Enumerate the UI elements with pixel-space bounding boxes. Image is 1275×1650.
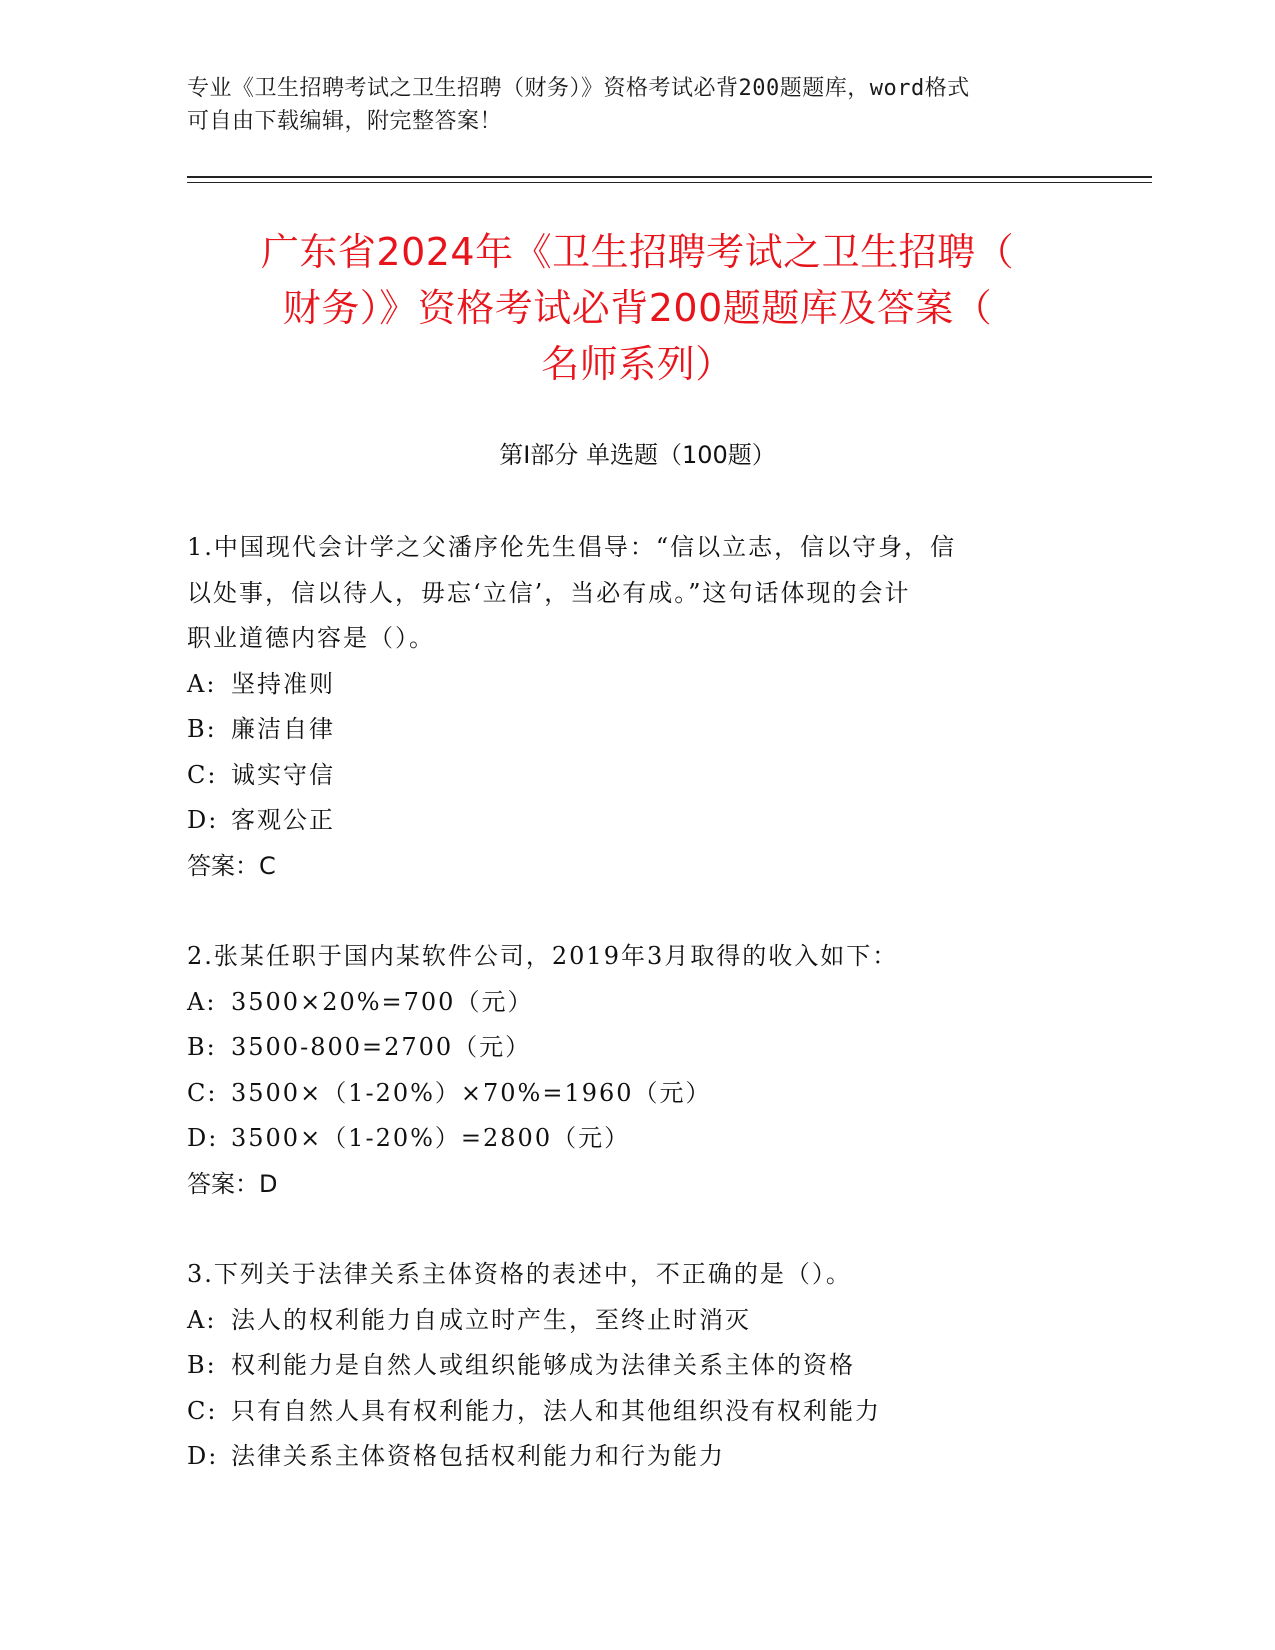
- option-a: [187, 980, 1067, 1026]
- option-d: [187, 1116, 1067, 1162]
- header-note-line: 可自由下载编辑，附完整答案！: [187, 109, 503, 134]
- header-note-line: 专业《卫生招聘考试之卫生招聘（财务）》资格考试必背200题题库，word格式: [187, 76, 970, 101]
- option-b: [187, 1343, 1067, 1389]
- document-title: [150, 224, 1125, 392]
- document-title-line: 名师系列）: [541, 342, 734, 386]
- option-letter: B:: [187, 715, 217, 743]
- option-text: 廉洁自律: [231, 715, 335, 743]
- option-letter: D:: [187, 806, 219, 834]
- option-a: [187, 662, 1067, 708]
- answer-text: 答案：C: [187, 851, 276, 880]
- question-list: [187, 525, 1067, 1525]
- question-text: 以处事，信以待人，毋忘‘立信’，当必有成。”这句话体现的会计: [187, 578, 911, 607]
- option-letter: A:: [187, 987, 217, 1016]
- option-c: [187, 1071, 1067, 1117]
- question-text: 3.下列关于法律关系主体资格的表述中，不正确的是（）。: [187, 1260, 852, 1288]
- option-letter: D:: [187, 1124, 219, 1152]
- option-text: 3500×（1-20%）=2800（元）: [231, 1124, 631, 1152]
- option-letter: B:: [187, 1351, 217, 1379]
- option-b: [187, 707, 1067, 753]
- option-text: 权利能力是自然人或组织能够成为法律关系主体的资格: [231, 1351, 855, 1379]
- option-letter: C:: [187, 1396, 218, 1425]
- option-b: [187, 1025, 1067, 1071]
- option-text: 法律关系主体资格包括权利能力和行为能力: [231, 1442, 725, 1470]
- question-item: [187, 525, 1067, 889]
- question-text: 1.中国现代会计学之父潘序伦先生倡导：“信以立志，信以守身，信: [187, 533, 957, 561]
- option-letter: C:: [187, 1078, 218, 1107]
- option-text: 法人的权利能力自成立时产生，至终止时消灭: [231, 1305, 751, 1334]
- question-text: 2.张某任职于国内某软件公司，2019年3月取得的收入如下：: [187, 942, 899, 970]
- question-item: [187, 934, 1067, 1207]
- answer-text: 答案：D: [187, 1169, 278, 1198]
- option-letter: A:: [187, 669, 217, 698]
- option-c: [187, 753, 1067, 799]
- header-note: [187, 72, 1067, 138]
- option-c: [187, 1389, 1067, 1435]
- option-d: [187, 1434, 1067, 1480]
- question-text: 职业道德内容是（）。: [187, 624, 435, 652]
- option-a: [187, 1298, 1067, 1344]
- option-letter: A:: [187, 1305, 217, 1334]
- option-letter: C:: [187, 760, 218, 789]
- section-title: 第Ⅰ部分 单选题（100题）: [499, 441, 776, 469]
- option-letter: D:: [187, 1442, 219, 1470]
- option-text: 3500×（1-20%）×70%=1960（元）: [231, 1078, 712, 1107]
- option-letter: B:: [187, 1033, 217, 1061]
- option-text: 3500-800=2700（元）: [231, 1033, 532, 1061]
- option-text: 坚持准则: [231, 669, 335, 698]
- document-title-line: 财务）》资格考试必背200题题库及答案（: [282, 286, 993, 330]
- option-d: [187, 798, 1067, 844]
- header-divider-thin: [187, 182, 1152, 183]
- option-text: 3500×20%=700（元）: [231, 987, 534, 1016]
- document-title-line: 广东省2024年《卫生招聘考试之卫生招聘（: [260, 230, 1015, 274]
- question-item: [187, 1252, 1067, 1480]
- option-text: 客观公正: [231, 806, 335, 834]
- header-divider-thick: [187, 176, 1152, 178]
- option-text: 诚实守信: [231, 760, 335, 789]
- option-text: 只有自然人具有权利能力，法人和其他组织没有权利能力: [231, 1396, 881, 1425]
